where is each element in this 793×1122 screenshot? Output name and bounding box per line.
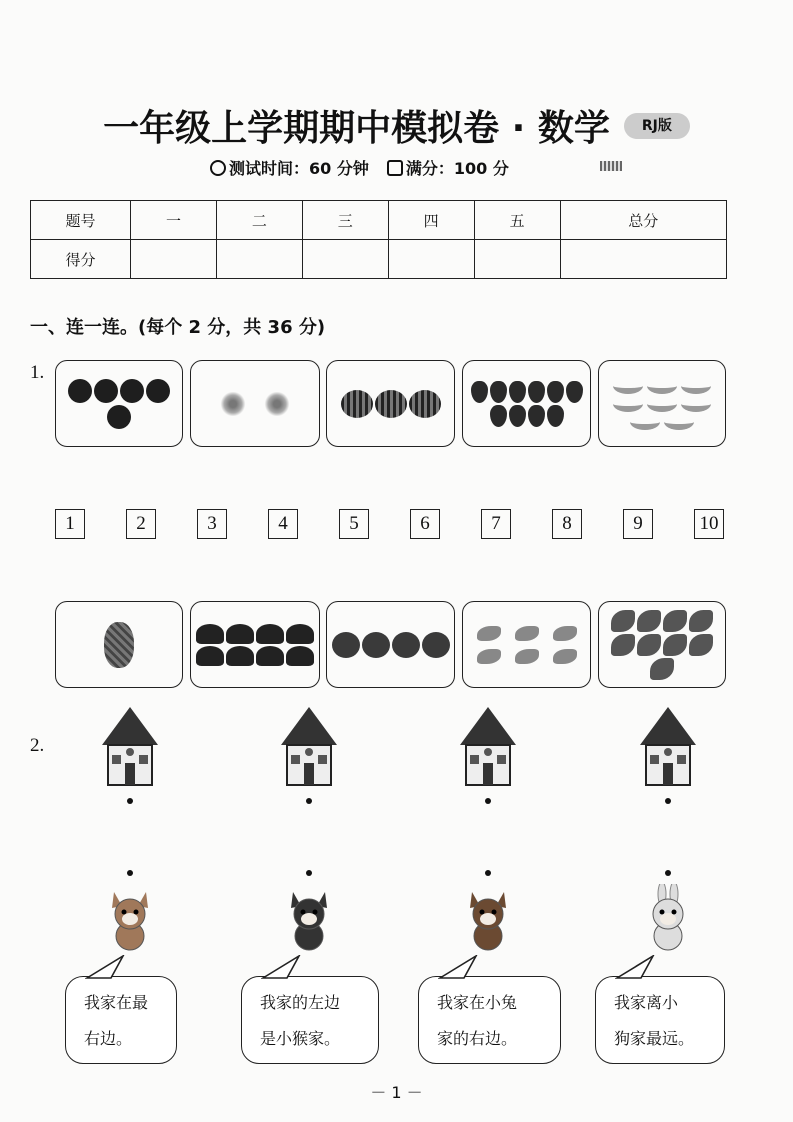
leaf-icon <box>637 610 661 632</box>
number-box[interactable]: 9 <box>623 509 653 539</box>
bubble-text-line: 我家离小 <box>614 993 679 1012</box>
flower-icon <box>220 392 246 416</box>
score-cell[interactable] <box>302 240 388 279</box>
orange-icon <box>362 632 390 658</box>
house-icon <box>458 705 518 787</box>
page-title: 一年级上学期期中模拟卷 · 数学 <box>103 108 610 149</box>
table-cell: 得分 <box>31 240 131 279</box>
mushroom-icon <box>226 624 254 644</box>
stopwatch-icon <box>210 160 226 176</box>
connect-dot[interactable] <box>665 798 671 804</box>
question-number: 1. <box>30 362 45 383</box>
strawberry-icon <box>471 381 488 403</box>
number-box[interactable]: 10 <box>694 509 724 539</box>
monkey-icon <box>460 884 516 952</box>
time-label: 测试时间：60 分钟 <box>229 159 369 178</box>
number-box[interactable]: 5 <box>339 509 369 539</box>
bubble-text-line: 我家在最 <box>84 993 149 1012</box>
table-cell: 三 <box>302 201 388 240</box>
speech-bubble-tail <box>438 955 478 979</box>
table-header-row <box>31 201 727 240</box>
flower-icon <box>264 392 290 416</box>
bubble-text-line: 狗家最远。 <box>614 1029 695 1048</box>
rabbit-icon <box>640 884 696 952</box>
mushroom-icon <box>256 624 284 644</box>
time-info <box>210 156 369 179</box>
apple-icon <box>68 379 92 403</box>
mango-icon <box>515 626 539 641</box>
number-box[interactable]: 4 <box>268 509 298 539</box>
table-cell: 总分 <box>560 201 726 240</box>
table-cell: 一 <box>131 201 217 240</box>
strawberry-icon <box>509 405 526 427</box>
house-icon <box>638 705 698 787</box>
exam-info <box>210 156 509 179</box>
dog-icon <box>102 884 158 952</box>
bubble-text-line: 右边。 <box>84 1029 133 1048</box>
page-number: － 1 － <box>370 1083 423 1102</box>
score-label: 满分：100 分 <box>405 159 509 178</box>
strawberry-icon <box>566 381 583 403</box>
edition-badge: RJ版 <box>624 113 690 139</box>
mango-icon <box>477 626 501 641</box>
score-cell[interactable] <box>474 240 560 279</box>
strawberry-icon <box>490 405 507 427</box>
picture-box[interactable] <box>598 360 726 447</box>
strawberry-icon <box>528 381 545 403</box>
picture-box[interactable] <box>55 360 183 447</box>
page-header <box>0 100 793 151</box>
speech-bubble <box>241 976 379 1064</box>
apple-icon <box>120 379 144 403</box>
qr-code-icon <box>600 161 622 171</box>
table-cell: 四 <box>388 201 474 240</box>
speech-bubble-tail <box>261 955 301 979</box>
leaf-icon <box>611 610 635 632</box>
picture-box[interactable] <box>326 601 455 688</box>
score-cell[interactable] <box>388 240 474 279</box>
bubble-text-line: 我家的左边 <box>260 993 341 1012</box>
connect-dot[interactable] <box>665 870 671 876</box>
table-cell: 二 <box>216 201 302 240</box>
banana-icon <box>647 396 677 412</box>
leaf-icon <box>650 658 674 680</box>
number-box[interactable]: 3 <box>197 509 227 539</box>
strawberry-icon <box>528 405 545 427</box>
bubble-text-line: 家的右边。 <box>437 1029 518 1048</box>
score-cell[interactable] <box>216 240 302 279</box>
leaf-icon <box>637 634 661 656</box>
apple-icon <box>94 379 118 403</box>
number-box[interactable]: 6 <box>410 509 440 539</box>
mango-icon <box>553 626 577 641</box>
connect-dot[interactable] <box>485 870 491 876</box>
banana-icon <box>613 396 643 412</box>
score-cell[interactable] <box>560 240 726 279</box>
strawberry-icon <box>509 381 526 403</box>
mushroom-icon <box>226 646 254 666</box>
bubble-text-line: 我家在小兔 <box>437 993 518 1012</box>
mushroom-icon <box>256 646 284 666</box>
number-box[interactable]: 2 <box>126 509 156 539</box>
leaf-icon <box>663 634 687 656</box>
number-box[interactable]: 7 <box>481 509 511 539</box>
leaf-icon <box>689 610 713 632</box>
table-cell: 题号 <box>31 201 131 240</box>
speech-bubble <box>595 976 725 1064</box>
banana-icon <box>664 414 694 430</box>
connect-dot[interactable] <box>485 798 491 804</box>
leaf-icon <box>689 634 713 656</box>
mushroom-icon <box>196 646 224 666</box>
apple-icon <box>107 405 131 429</box>
mango-icon <box>477 649 501 664</box>
banana-icon <box>613 378 643 394</box>
strawberry-icon <box>490 381 507 403</box>
strawberry-icon <box>547 381 564 403</box>
table-score-row <box>31 240 727 279</box>
leaf-icon <box>611 634 635 656</box>
mushroom-icon <box>286 646 314 666</box>
speech-bubble <box>418 976 561 1064</box>
orange-icon <box>332 632 360 658</box>
pineapple-icon <box>104 622 134 668</box>
table-cell: 五 <box>474 201 560 240</box>
score-cell[interactable] <box>131 240 217 279</box>
mushroom-icon <box>196 624 224 644</box>
number-box[interactable]: 8 <box>552 509 582 539</box>
orange-icon <box>392 632 420 658</box>
picture-box[interactable] <box>55 601 183 688</box>
bubble-text-line: 是小猴家。 <box>260 1029 341 1048</box>
picture-box[interactable] <box>326 360 455 447</box>
banana-icon <box>681 396 711 412</box>
watermelon-icon <box>409 390 441 418</box>
mango-icon <box>553 649 577 664</box>
banana-icon <box>647 378 677 394</box>
orange-icon <box>422 632 450 658</box>
picture-box[interactable] <box>190 360 320 447</box>
speech-bubble <box>65 976 177 1064</box>
mushroom-icon <box>286 624 314 644</box>
cat-icon <box>281 884 337 952</box>
score-100-icon <box>387 160 403 176</box>
score-table <box>30 200 727 279</box>
connect-dot[interactable] <box>306 870 312 876</box>
picture-box[interactable] <box>462 360 591 447</box>
banana-icon <box>630 414 660 430</box>
watermelon-icon <box>341 390 373 418</box>
speech-bubble-tail <box>615 955 655 979</box>
section-heading: 一、连一连。(每个 2 分，共 36 分) <box>30 317 326 338</box>
connect-dot[interactable] <box>306 798 312 804</box>
watermelon-icon <box>375 390 407 418</box>
score-info <box>387 156 509 179</box>
apple-icon <box>146 379 170 403</box>
connect-dot[interactable] <box>127 870 133 876</box>
house-icon <box>279 705 339 787</box>
strawberry-icon <box>547 405 564 427</box>
picture-box[interactable] <box>190 601 320 688</box>
number-box[interactable]: 1 <box>55 509 85 539</box>
banana-icon <box>681 378 711 394</box>
picture-box[interactable] <box>598 601 726 688</box>
mango-icon <box>515 649 539 664</box>
connect-dot[interactable] <box>127 798 133 804</box>
speech-bubble-tail <box>85 955 125 979</box>
picture-box[interactable] <box>462 601 591 688</box>
leaf-icon <box>663 610 687 632</box>
house-icon <box>100 705 160 787</box>
question-number: 2. <box>30 735 45 756</box>
